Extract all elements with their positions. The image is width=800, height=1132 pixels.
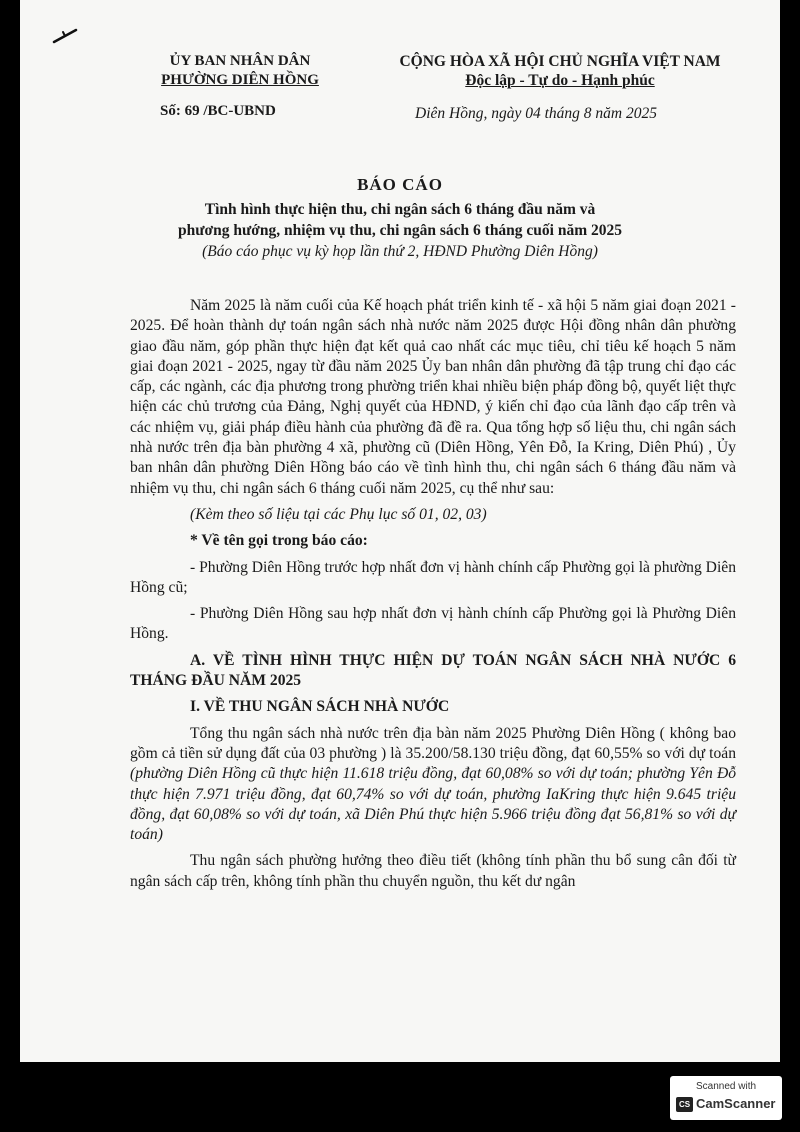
naming-item-2: - Phường Diên Hồng sau hợp nhất đơn vị hành chính cấp Phường gọi là Phường Diên Hồng. [130,605,736,643]
motto: Độc lập - Tự do - Hạnh phúc [465,72,655,89]
revenue-paragraph [130,724,736,846]
document-page [20,0,780,1062]
place-and-date: Diên Hồng, ngày 04 tháng 8 năm 2025 [415,105,657,122]
attachment-note: (Kèm theo số liệu tại các Phụ lục số 01, 02, 03) [190,505,487,523]
watermark-line1: Scanned with [696,1081,757,1092]
budget-regulation-paragraph: Thu ngân sách phường hưởng theo điều tiết (không tính phần thu bổ sung cân đối từ ngân sách cấp trên, không tính phần thu chuyển nguồn, thu kết dư ngân [130,852,736,890]
naming-item-1: - Phường Diên Hồng trước hợp nhất đơn vị hành chính cấp Phường gọi là phường Diên Hồng cũ; [130,558,736,596]
report-heading: BÁO CÁO [357,175,443,194]
section-i-heading: I. VỀ THU NGÂN SÁCH NHÀ NƯỚC [190,698,450,716]
revenue-summary: Tổng thu ngân sách nhà nước trên địa bàn năm 2025 Phường Diên Hồng ( không bao gồm cả tiền sử dụng đất của 03 phường ) là 35.200/58.130 triệu đồng, đạt 60,55% so với dự toán [130,724,736,762]
watermark-line2: CamScanner [696,1096,776,1111]
report-subject-line2: phương hướng, nhiệm vụ thu, chi ngân sách 6 tháng cuối năm 2025 [177,222,623,239]
national-motto [340,52,780,90]
authority-line1: ỦY BAN NHÂN DÂN [169,53,311,69]
camscanner-watermark [670,1076,782,1120]
report-body [130,296,736,892]
document-number: Số: 69 /BC-UBND [160,103,276,119]
nation-name: CỘNG HÒA XÃ HỘI CHỦ NGHĨA VIỆT NAM [399,53,721,70]
report-subject-line1: Tình hình thực hiện thu, chi ngân sách 6 tháng đầu năm và [204,201,596,218]
authority-line2: PHƯỜNG DIÊN HỒNG [161,72,319,88]
report-title [50,175,750,262]
naming-heading: * Về tên gọi trong báo cáo: [190,532,368,550]
section-a-heading: A. VỀ TÌNH HÌNH THỰC HIỆN DỰ TOÁN NGÂN SÁCH NHÀ NƯỚC 6 THÁNG ĐẦU NĂM 2025 [130,651,736,690]
revenue-breakdown: (phường Diên Hồng cũ thực hiện 11.618 triệu đồng, đạt 60,08% so với dự toán; phường Yên Đỗ thực hiện 7.971 triệu đồng, đạt 60,74% so với dự toán, phường IaKring thực hiện 9.645 triệu đồng, đạt 60,08% so với dự toán, xã Diên Phú thực hiện 5.966 triệu đồng đạt 56,81% so với dự toán) [130,765,736,844]
handwritten-mark [50,20,80,50]
camscanner-logo-icon: CS [676,1097,693,1112]
issuing-authority [120,52,360,90]
report-purpose-note: (Báo cáo phục vụ kỳ họp lần thứ 2, HĐND Phường Diên Hồng) [202,243,598,260]
intro-paragraph: Năm 2025 là năm cuối của Kế hoạch phát triển kinh tế - xã hội 5 năm giai đoạn 2021 - 2025. Để hoàn thành dự toán ngân sách nhà nước năm 2025 được Hội đồng nhân dân phường giao đầu năm, góp phần thực hiện đạt kết quả cao nhất các mục tiêu, chỉ tiêu kế hoạch 5 năm giai đoạn 2021 - 2025, ngay từ đầu năm 2025 Ủy ban nhân dân phường đã tập trung chỉ đạo các cấp, các ngành, các địa phương trong phường triển khai nhiều biện pháp đồng bộ, quyết liệt thực hiện các chủ trương của Đảng, Nghị quyết của HĐND, ý kiến chỉ đạo của lãnh đạo cấp trên và các nhiệm vụ, giải pháp điều hành của phường đã đề ra. Qua tổng hợp số liệu thu, chi ngân sách nhà nước trên địa bàn phường 4 xã, phường cũ (Diên Hồng, Yên Đỗ, Ia Kring, Diên Phú) , Ủy ban nhân dân phường Diên Hồng báo cáo về tình hình thu, chi ngân sách 6 tháng đầu năm và nhiệm vụ thu, chi ngân sách 6 tháng cuối năm 2025, cụ thể như sau: [130,297,736,497]
